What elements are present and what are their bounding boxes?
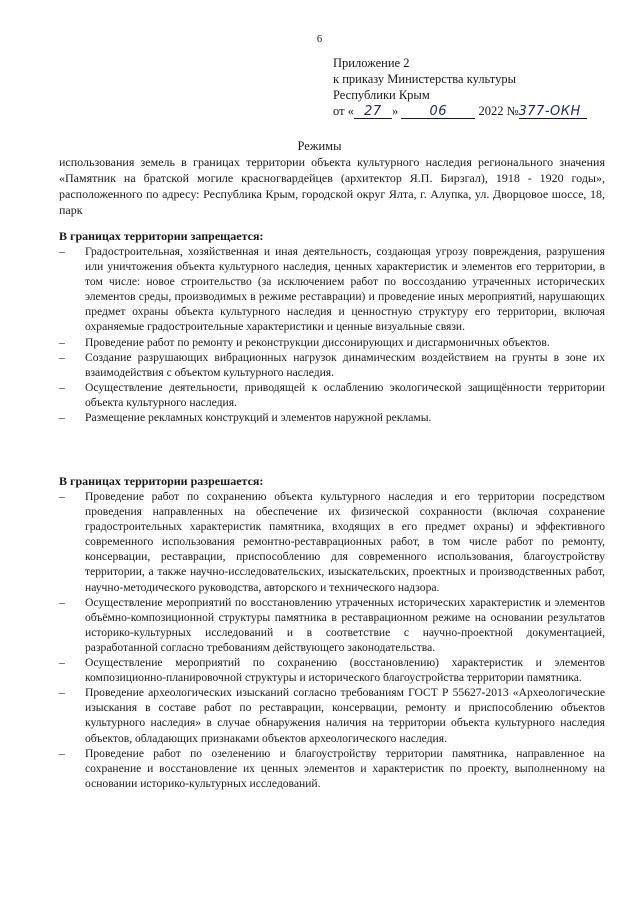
list-marker: –	[59, 335, 65, 349]
list-marker: –	[59, 490, 65, 503]
date-year: 2022 №	[478, 104, 519, 118]
prohibited-list	[59, 244, 605, 425]
list-marker: –	[59, 350, 65, 364]
list-item: – Осуществление мероприятий по сохранению (восстановлению) характеристик и элементов композиционно-планировочной структуры и исторического благоустройства территории памятника.	[59, 656, 605, 685]
annex-block	[333, 55, 613, 119]
prohibited-heading: В границах территории запрещается:	[59, 229, 264, 243]
list-item: – Проведение работ по озеленению и благоустройству территории памятника, направленное на сохранение и восстановление их ценных элементов и характеристик по проекту, выполненному на основании историко-культурных исследований.	[59, 746, 605, 790]
date-day: 27	[354, 105, 392, 119]
list-marker: –	[59, 746, 65, 760]
list-item: – Проведение археологических изысканий согласно требованиям ГОСТ Р 55627-2013 «Археологические изыскания в составе работ по реставрации, консервации, ремонту и приспособлению объектов культурного наследия» в случае обнаружения наличия на территории объекта культурного наследия объектов, обладающих признаками объектов археологического наследия.	[59, 686, 605, 745]
list-item: – Проведение работ по ремонту и реконструкции диссонирующих и дисгармоничных объектов.	[59, 335, 550, 349]
page-number: 6	[316, 34, 323, 45]
list-item: – Градостроительная, хозяйственная и иная деятельность, создающая угрозу повреждения, разрушения или уничтожения объекта культурного наследия, ценных характеристик и элементов его территории, в том числе: новое строительство (за исключением работ по воссозданию утраченных исторических элементов среды, производимых в режиме реставрации) и проведение иных мероприятий, нарушающих предмет охраны объекта культурного наследия и ценностную структуру его территории, включая охраняемые градостроительные характеристики и ценные визуальные связи.	[59, 245, 605, 334]
list-item: – Осуществление мероприятий по восстановлению утраченных исторических характеристик и элементов объёмно-композиционной структуры памятника в реставрационном режиме на основании результатов историко-культурных исследований и в соответствие с научно-проектной документацией, разработанной согласно требованиям действующего законодательства.	[59, 595, 605, 654]
annex-order-ref: к приказу Министерства культуры	[333, 72, 516, 86]
list-marker: –	[59, 656, 65, 670]
list-item: – Размещение рекламных конструкций и элементов наружной рекламы.	[59, 411, 432, 425]
list-item: – Создание разрушающих вибрационных нагрузок динамическим воздействием на грунты в зоне их взаимодействия с объектом культурного наследия.	[59, 350, 605, 379]
date-month: 06	[401, 105, 475, 119]
list-marker: –	[59, 686, 65, 700]
list-marker: –	[59, 595, 65, 609]
annex-date-line	[333, 103, 613, 119]
list-item: – Проведение работ по сохранению объекта культурного наследия и его территории посредством проведения направленных на обеспечение их физической сохранности (включая сохранение градостроительных характеристик памятника, входящих в его предмет охраны) и эффективного современного использования ремонтно-реставрационных работ, в том числе работ по ремонту, консервации, реставрации, приспособлению для современного использования, благоустройству территории, а также научно-исследовательских, изыскательских, проектных и производственных работ, научно-методического руководства, авторского и технического надзора.	[59, 490, 605, 594]
list-marker: –	[59, 380, 65, 394]
list-marker: –	[59, 411, 65, 425]
allowed-heading: В границах территории разрешается:	[59, 474, 264, 488]
annex-ministry: Республики Крым	[333, 88, 430, 102]
date-mid: »	[391, 104, 399, 118]
allowed-list	[59, 489, 605, 791]
list-item: – Осуществление деятельности, приводящей к ослаблению экологической защищённости территории объекта культурного наследия.	[59, 380, 605, 409]
date-prefix: от «	[333, 104, 354, 118]
order-number: 377-ОКН	[519, 105, 587, 119]
document-subtitle: использования земель в границах территории объекта культурного наследия регионального значения «Памятник на братской могиле красногвардейцев (архитектор Я.П. Бирзгал), 1918 - 1920 годы», расположенного по адресу: Республика Крым, городской округ Ялта, г. Алупка, ул. Дворцовое шоссе, 18, парк	[59, 155, 605, 217]
list-marker: –	[59, 245, 65, 258]
document-title: Режимы	[297, 139, 342, 153]
annex-title: Приложение 2	[333, 56, 410, 70]
